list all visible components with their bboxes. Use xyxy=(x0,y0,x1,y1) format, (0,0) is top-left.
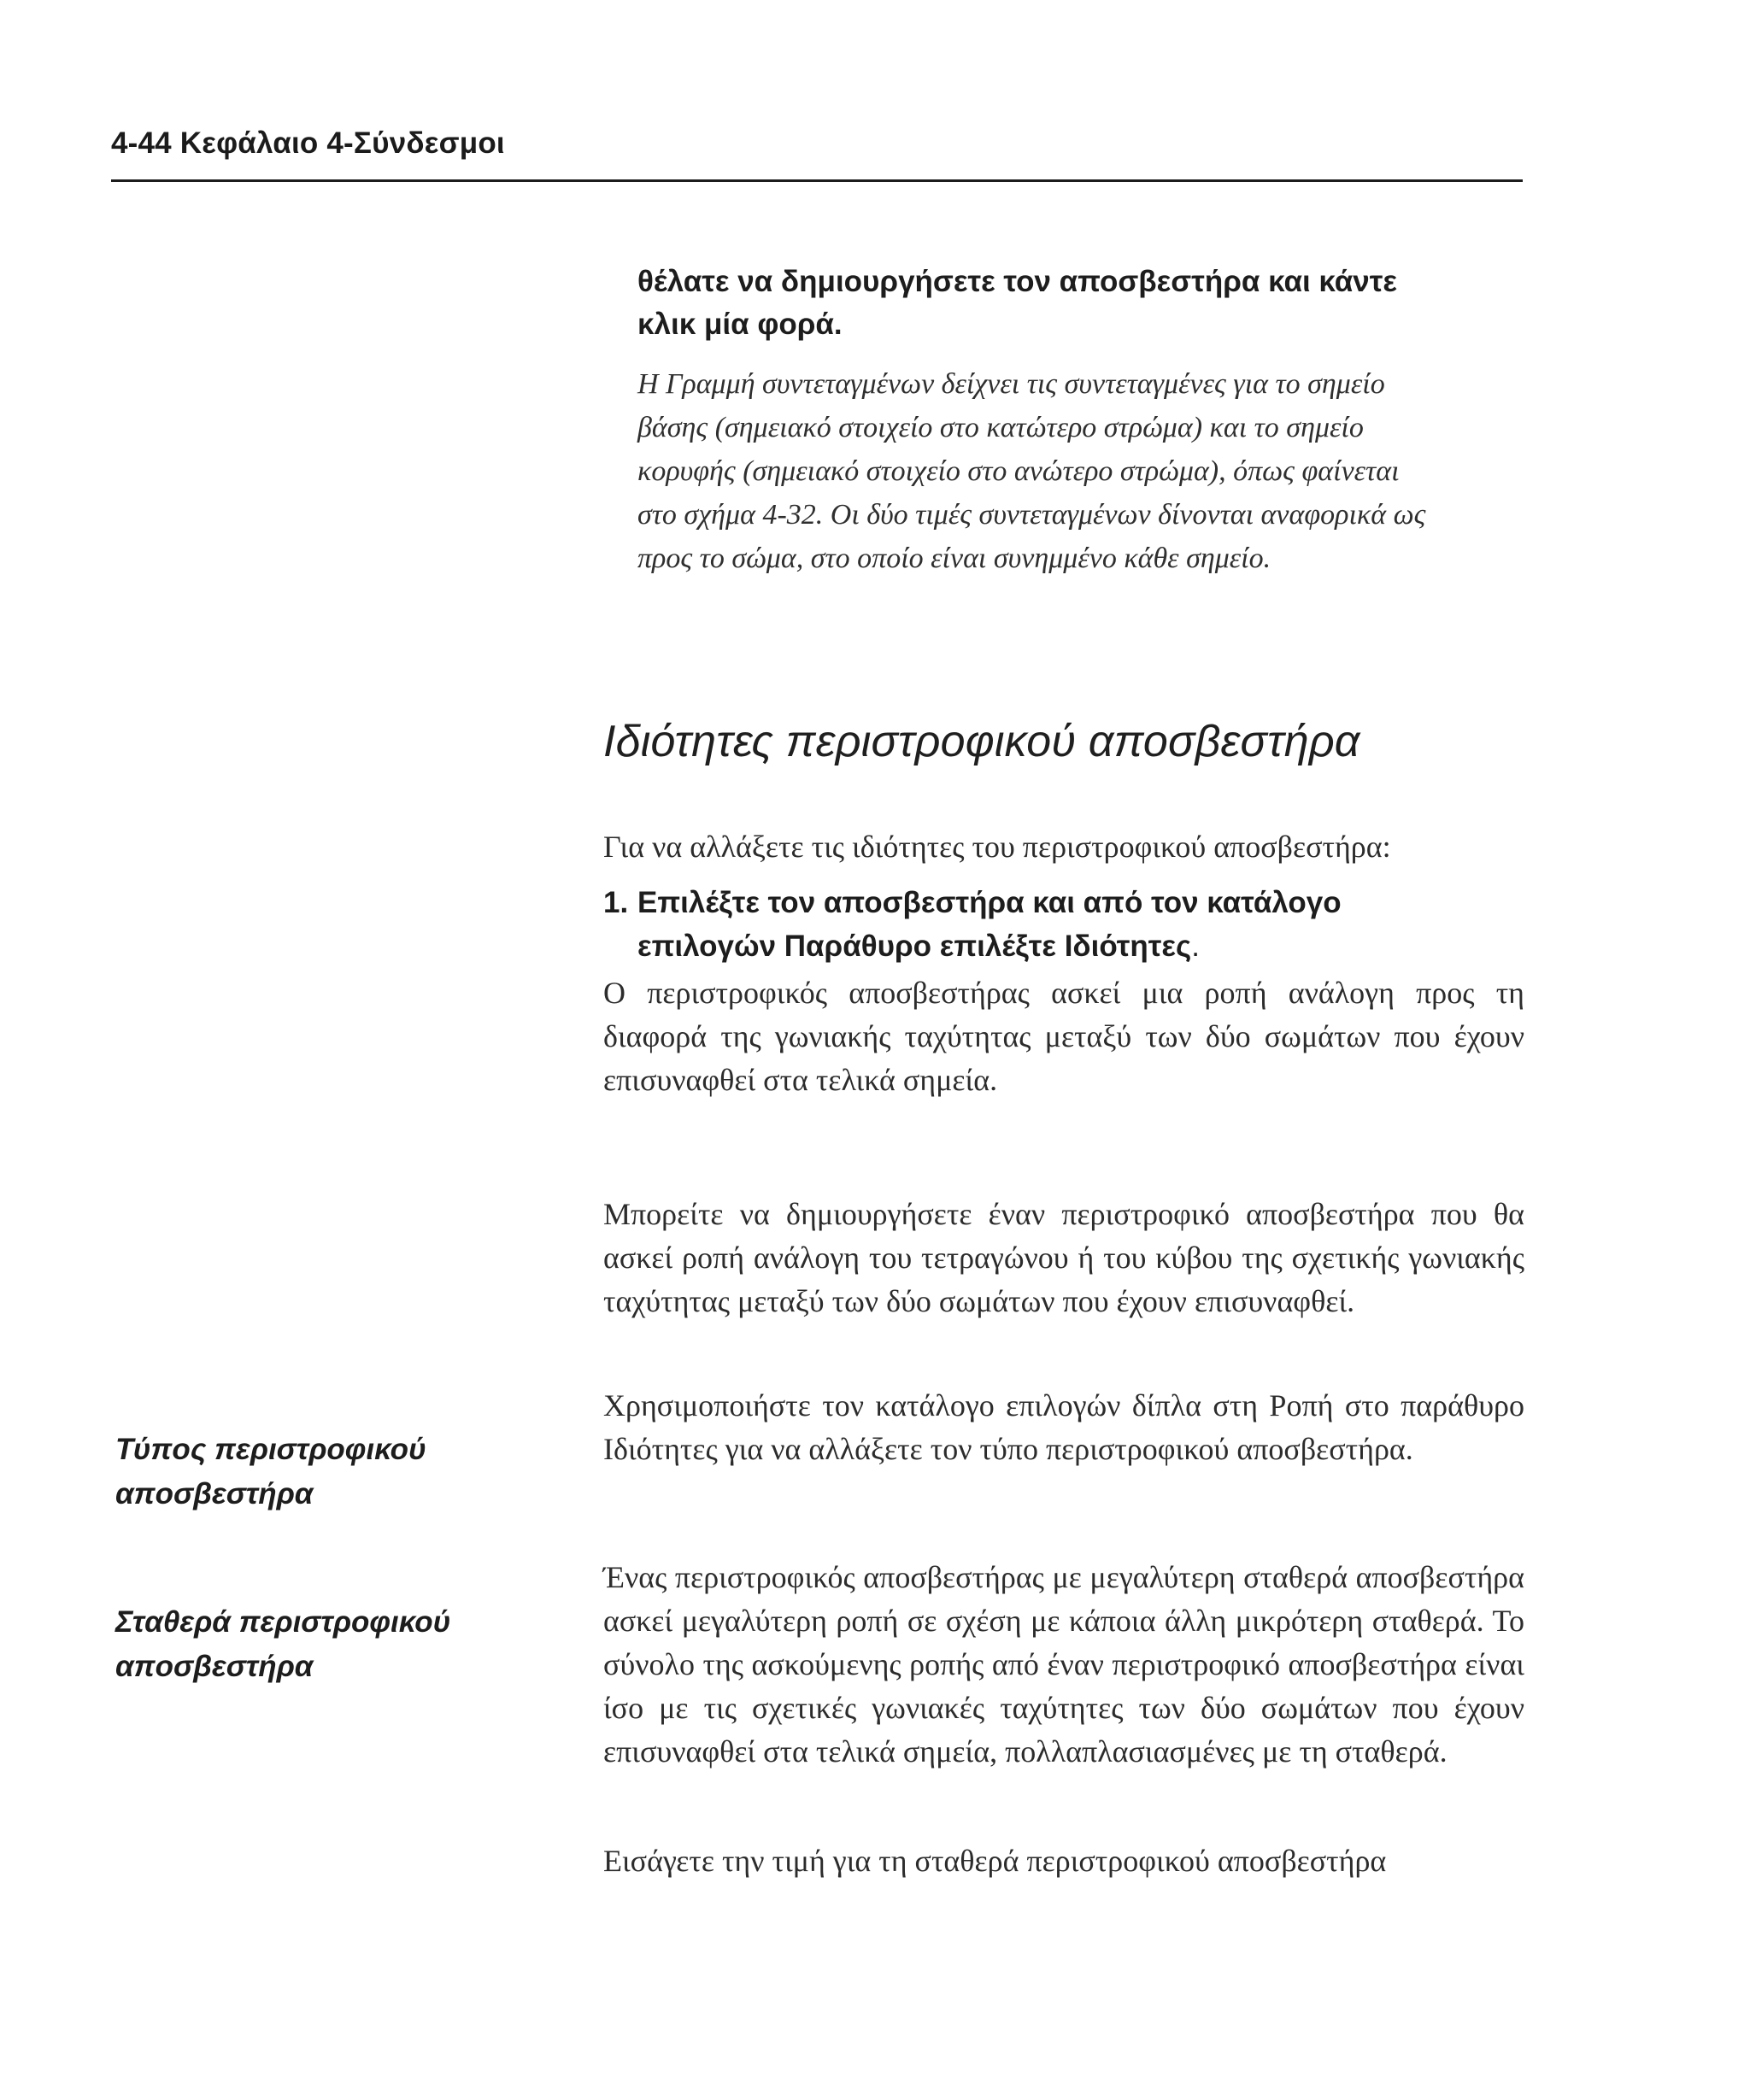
running-head: 4-44 Κεφάλαιο 4-Σύνδεσμοι xyxy=(111,126,505,160)
step-1-line xyxy=(603,881,1518,924)
margin-label-damper-type xyxy=(115,1428,560,1516)
step-continuation xyxy=(637,261,1500,346)
step-note-line: βάσης (σημειακό στοιχείο στο κατώτερο στρώμα) και το σημείο xyxy=(637,412,1364,443)
step-1-text: Επιλέξτε τον αποσβεστήρα και από τον κατάλογο xyxy=(637,886,1342,919)
step-continuation-line: κλικ μία φορά. xyxy=(637,308,843,341)
step-1 xyxy=(603,881,1518,968)
paragraph-damper-type: Χρησιμοποιήστε τον κατάλογο επιλογών δίπλα στη Ροπή στο παράθυρο Ιδιότητες για να αλλάξετε τον τύπο περιστροφικού αποσβεστήρα. xyxy=(603,1388,1524,1466)
paragraph-damper-constant: Ένας περιστροφικός αποσβεστήρας με μεγαλύτερη σταθερά αποσβεστήρα ασκεί μεγαλύτερη ροπή σε σχέση με κάποια άλλη μικρότερη σταθερά. Το σύνολο της ασκούμενης ροπής από έναν περιστροφικό αποσβεστήρα είναι ίσο με τις σχετικές γωνιακές ταχύτητες των δύο σωμάτων που έχουν επισυναφθεί στα τελικά σημεία, πολλαπλασιασμένες με τη σταθερά. xyxy=(603,1560,1524,1769)
margin-label-line: Σταθερά περιστροφικού xyxy=(115,1605,451,1639)
step-note-line: προς το σώμα, στο οποίο είναι συνημμένο κάθε σημείο. xyxy=(637,543,1271,574)
section-title: Ιδιότητες περιστροφικού αποσβεστήρα xyxy=(603,717,1360,766)
paragraph-square-cube: Μπορείτε να δημιουργήσετε έναν περιστροφικό αποσβεστήρα που θα ασκεί ροπή ανάλογη του τετραγώνου ή του κύβου της σχετικής γωνιακής ταχύτητας μεταξύ των δύο σωμάτων που έχουν επισυναφθεί. xyxy=(603,1197,1524,1318)
section-intro: Για να αλλάξετε τις ιδιότητες του περιστροφικού αποσβεστήρα: xyxy=(603,830,1391,864)
step-note-line: Η Γραμμή συντεταγμένων δείχνει τις συντεταγμένες για το σημείο xyxy=(637,368,1385,400)
paragraph-enter-value: Εισάγετε την τιμή για τη σταθερά περιστροφικού αποσβεστήρα xyxy=(603,1844,1387,1878)
margin-label-damper-constant xyxy=(115,1600,560,1689)
header-rule xyxy=(111,179,1523,182)
step-1-period: . xyxy=(1191,930,1200,963)
step-continuation-line: θέλατε να δημιουργήσετε τον αποσβεστήρα και κάντε xyxy=(637,265,1397,298)
step-note-line: στο σχήμα 4-32. Οι δύο τιμές συντεταγμένων δίνονται αναφορικά ως xyxy=(637,499,1426,531)
paragraph-torque: Ο περιστροφικός αποσβεστήρας ασκεί μια ροπή ανάλογη προς τη διαφορά της γωνιακής ταχύτητας μεταξύ των δύο σωμάτων που έχουν επισυναφθεί στα τελικά σημεία. xyxy=(603,976,1524,1097)
margin-label-line: αποσβεστήρα xyxy=(115,1477,314,1510)
margin-label-line: Τύπος περιστροφικού xyxy=(115,1433,426,1466)
step-1-line xyxy=(603,924,1518,968)
step-note-line: κορυφής (σημειακό στοιχείο στο ανώτερο στρώμα), όπως φαίνεται xyxy=(637,455,1400,487)
step-1-text: επιλογών Παράθυρο επιλέξτε Ιδιότητες xyxy=(637,930,1192,963)
step-note xyxy=(637,362,1526,580)
step-number: 1. xyxy=(603,886,629,919)
margin-label-line: αποσβεστήρα xyxy=(115,1650,314,1683)
